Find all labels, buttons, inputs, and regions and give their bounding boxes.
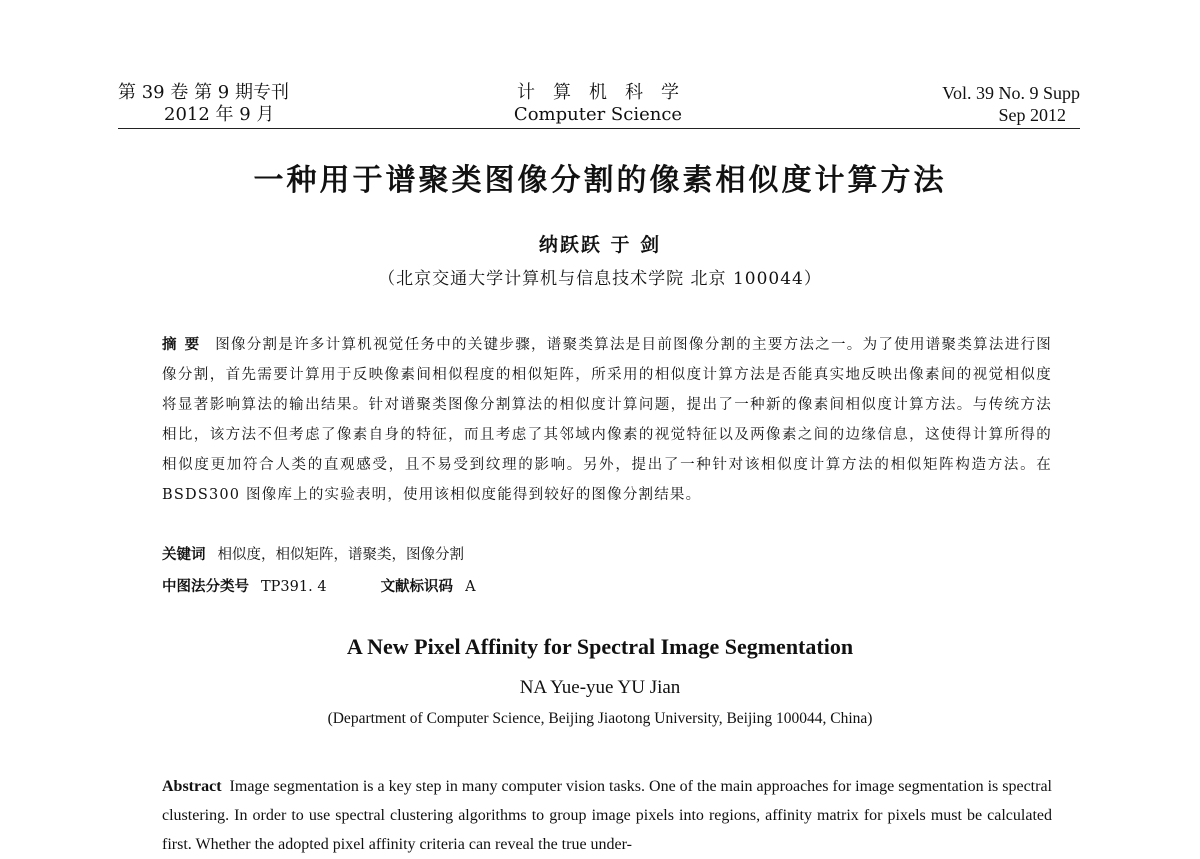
abstract-cn bbox=[162, 330, 1052, 510]
keywords-cn-text: 相似度，相似矩阵，谱聚类，图像分割 bbox=[217, 547, 464, 563]
journal-name bbox=[478, 82, 718, 126]
abstract-cn-text: 图像分割是许多计算机视觉任务中的关键步骤，谱聚类算法是目前图像分割的主要方法之一。为了使用谱聚类算法进行图像分割，首先需要计算用于反映像素间相似程度的相似矩阵，所采用的相似度计算方法是否能真实地反映出像素间的视觉相似度将显著影响算法的输出结果。针对谱聚类图像分割算法的相似度计算问题，提出了一种新的像素间相似度计算方法。与传统方法相比，该方法不但考虑了像素自身的特征，而且考虑了其邻域内像素的视觉特征以及两像素之间的边缘信息，这使得计算所得的相似度更加符合人类的直观感受，且不易受到纹理的影响。另外，提出了一种针对该相似度计算方法的相似矩阵构造方法。在 BSDS300 图像库上的实验表明，使用该相似度能得到较好的图像分割结果。 bbox=[162, 337, 1052, 503]
paper-title-en: A New Pixel Affinity for Spectral Image Segmentation bbox=[346, 634, 854, 659]
doc-code-value: A bbox=[465, 579, 476, 595]
volume-issue-en: Vol. 39 No. 9 Supp bbox=[942, 83, 1080, 103]
abstract-en bbox=[162, 772, 1052, 859]
journal-volume-info-en bbox=[942, 82, 1080, 126]
running-header bbox=[118, 82, 1080, 130]
doc-code-label: 文献标识码 bbox=[380, 579, 454, 595]
affiliation-en: (Department of Computer Science, Beijing Jiaotong University, Beijing 100044, China) bbox=[327, 710, 873, 727]
classification-line bbox=[162, 575, 476, 596]
keywords-cn bbox=[162, 543, 464, 564]
clc-label: 中图法分类号 bbox=[162, 579, 249, 595]
keywords-cn-label: 关键词 bbox=[162, 547, 206, 563]
abstract-en-text: Image segmentation is a key step in many computer vision tasks. One of the main approaches for image segmentation is spectral clustering. In order to use spectral clustering algorithms to group image pixels into regions, affinity matrix for pixels must be calculated first. Whether the adopted pixel affinity criteria can reveal the true under- bbox=[162, 778, 1052, 853]
journal-volume-info bbox=[118, 82, 289, 126]
paper-title-cn: 一种用于谱聚类图像分割的像素相似度计算方法 bbox=[253, 163, 947, 198]
authors-en: NA Yue-yue YU Jian bbox=[519, 677, 681, 698]
volume-issue-cn: 第 39 卷 第 9 期专刊 bbox=[118, 82, 289, 103]
affiliation-cn: （北京交通大学计算机与信息技术学院 北京 100044） bbox=[378, 269, 822, 289]
authors-cn: 纳跃跃 于 剑 bbox=[538, 234, 662, 256]
abstract-en-label: Abstract bbox=[162, 778, 222, 795]
journal-name-en: Computer Science bbox=[513, 104, 683, 125]
journal-name-cn: 计算机科学 bbox=[517, 82, 697, 103]
date-cn: 2012 年 9 月 bbox=[164, 104, 275, 125]
clc-value: TP391. 4 bbox=[261, 579, 327, 595]
date-en: Sep 2012 bbox=[998, 105, 1066, 125]
header-rule bbox=[118, 128, 1080, 129]
abstract-cn-label: 摘要 bbox=[162, 337, 208, 353]
